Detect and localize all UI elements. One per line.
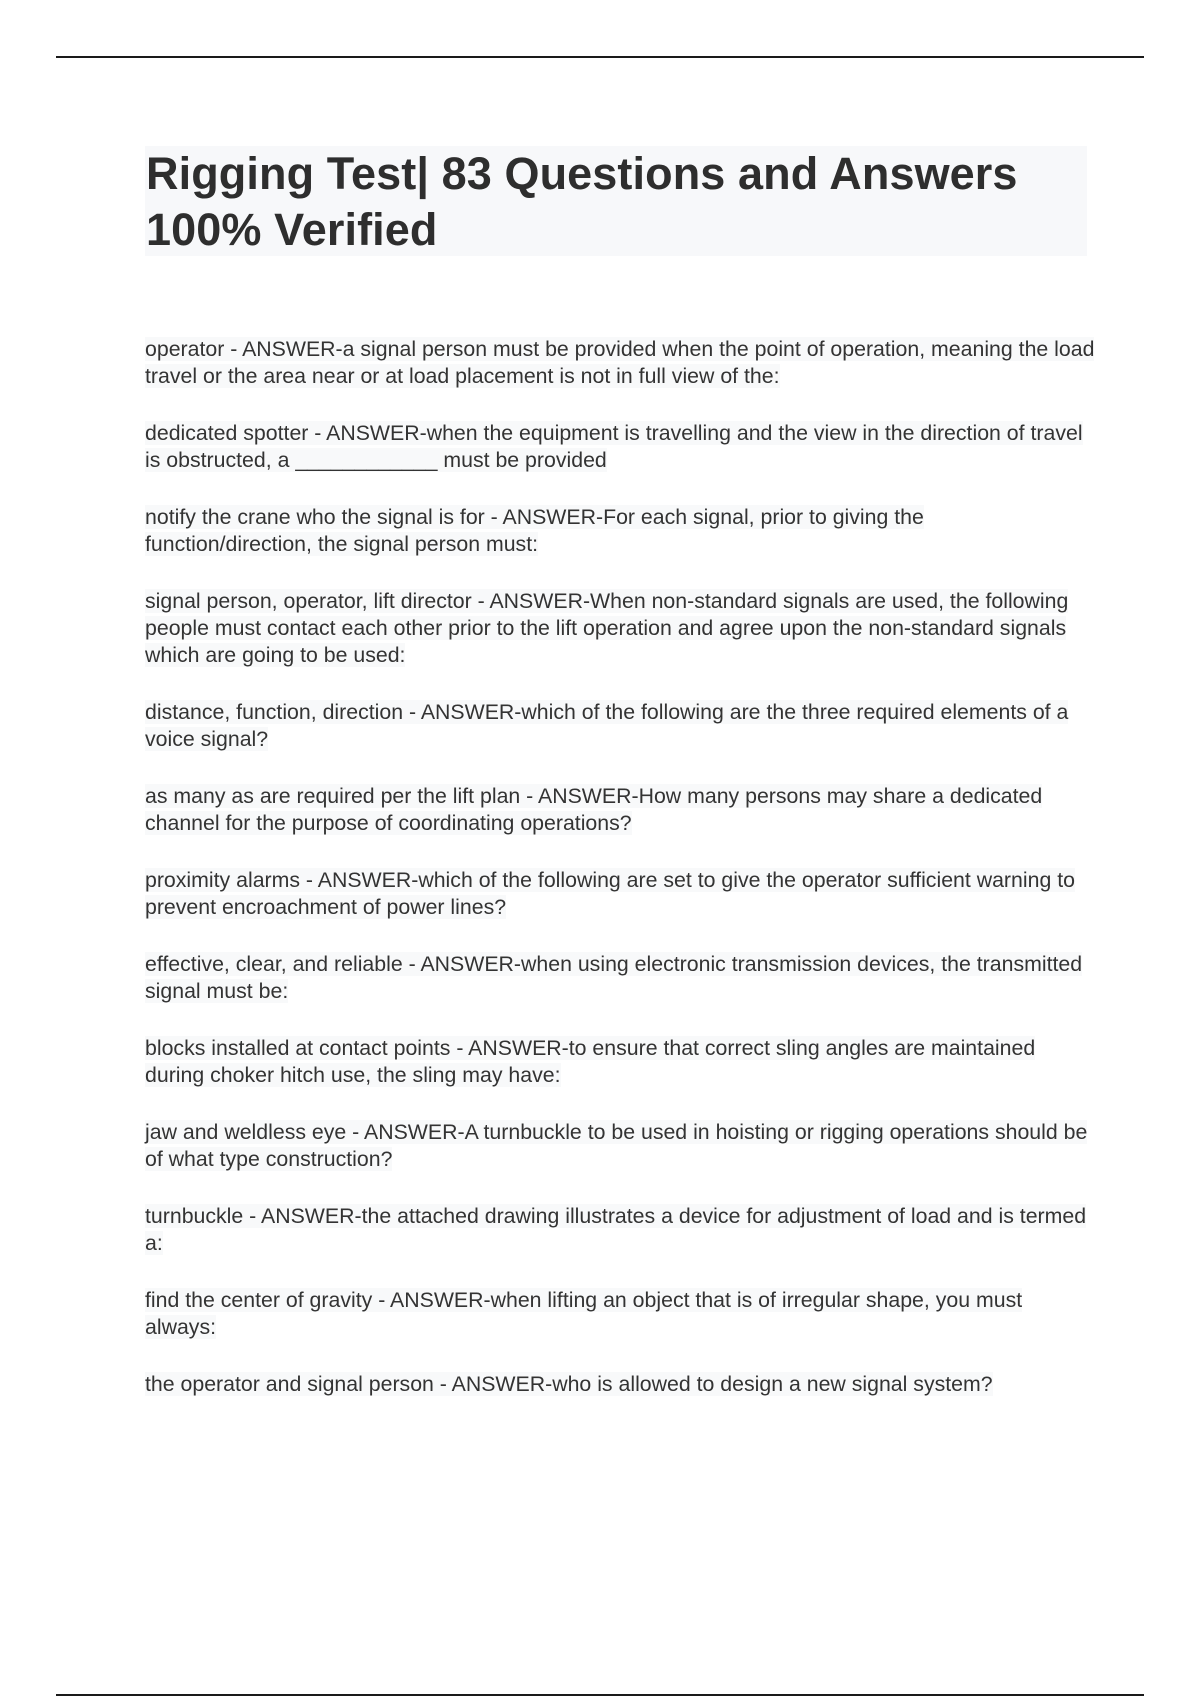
qa-text: turnbuckle - ANSWER-the attached drawing illustrates a device for adjustment of load and is termed a:: [145, 1204, 1087, 1255]
qa-text: dedicated spotter - ANSWER-when the equipment is travelling and the view in the direction of travel is obstructed, a ____________ must be provided: [145, 421, 1083, 472]
qa-text: proximity alarms - ANSWER-which of the following are set to give the operator sufficient warning to prevent encroachment of power lines?: [145, 868, 1075, 919]
qa-list: [145, 336, 1095, 1428]
title-block: [145, 146, 1087, 256]
qa-item: [145, 1203, 1095, 1257]
qa-item: [145, 867, 1095, 921]
qa-item: [145, 420, 1095, 474]
qa-item: [145, 1119, 1095, 1173]
qa-text: effective, clear, and reliable - ANSWER-when using electronic transmission devices, the transmitted signal must be:: [145, 952, 1083, 1003]
document-title: Rigging Test| 83 Questions and Answers 100% Verified: [146, 148, 1018, 255]
qa-item: [145, 951, 1095, 1005]
qa-item: [145, 336, 1095, 390]
qa-text: as many as are required per the lift plan - ANSWER-How many persons may share a dedicated channel for the purpose of coordinating operations?: [145, 784, 1043, 835]
qa-item: [145, 699, 1095, 753]
top-rule: [56, 56, 1144, 58]
qa-text: jaw and weldless eye - ANSWER-A turnbuckle to be used in hoisting or rigging operations should be of what type construction?: [145, 1120, 1088, 1171]
qa-item: [145, 504, 1095, 558]
qa-text: blocks installed at contact points - ANSWER-to ensure that correct sling angles are maintained during choker hitch use, the sling may have:: [145, 1036, 1036, 1087]
qa-item: [145, 588, 1095, 669]
qa-item: [145, 783, 1095, 837]
qa-text: signal person, operator, lift director - ANSWER-When non-standard signals are used, the following people must contact each other prior to the lift operation and agree upon the non-standard signals which are going to be used:: [145, 589, 1069, 667]
qa-text: distance, function, direction - ANSWER-which of the following are the three required elements of a voice signal?: [145, 700, 1069, 751]
qa-item: [145, 1287, 1095, 1341]
qa-text: notify the crane who the signal is for - ANSWER-For each signal, prior to giving the function/direction, the signal person must:: [145, 505, 924, 556]
qa-item: [145, 1035, 1095, 1089]
qa-item: [145, 1371, 1095, 1398]
qa-text: operator - ANSWER-a signal person must be provided when the point of operation, meaning the load travel or the area near or at load placement is not in full view of the:: [145, 337, 1095, 388]
qa-text: the operator and signal person - ANSWER-who is allowed to design a new signal system?: [145, 1372, 993, 1396]
qa-text: find the center of gravity - ANSWER-when lifting an object that is of irregular shape, you must always:: [145, 1288, 1023, 1339]
bottom-rule: [56, 1694, 1144, 1696]
